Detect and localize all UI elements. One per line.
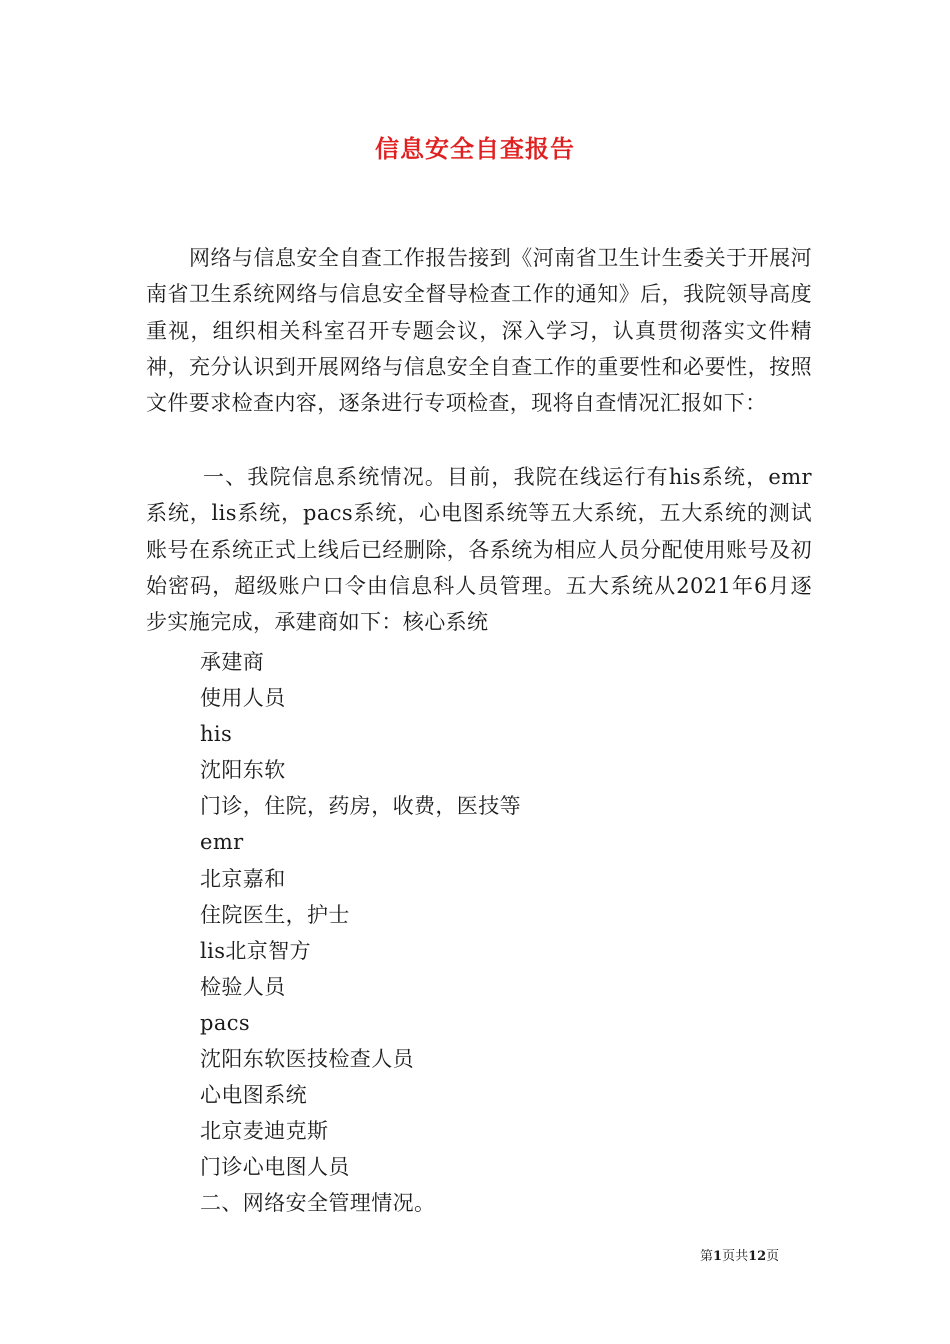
footer-total-pages: 12 — [748, 1249, 767, 1264]
list-item: emr — [200, 830, 244, 855]
footer-current-page: 1 — [713, 1249, 723, 1264]
footer-middle: 页共 — [722, 1249, 749, 1264]
list-item: 门诊心电图人员 — [200, 1155, 350, 1180]
document-title: 信息安全自查报告 — [375, 134, 575, 163]
list-item: 使用人员 — [200, 686, 286, 711]
list-item: lis北京智方 — [200, 938, 312, 963]
body-paragraph-1: 网络与信息安全自查工作报告接到《河南省卫生计生委关于开展河南省卫生系统网络与信息安全督导检查工作的通知》后，我院领导高度重视，组织相关科室召开专题会议，深入学习，认真贯彻落实文件精神，充分认识到开展网络与信息安全自查工作的重要性和必要性，按照文件要求检查内容，逐条进行专项检查，现将自查情况汇报如下： — [146, 246, 812, 416]
list-item: 二、网络安全管理情况。 — [200, 1191, 436, 1216]
body-paragraph-2: 一、我院信息系统情况。目前，我院在线运行有his系统，emr系统，lis系统，pacs系统，心电图系统等五大系统，五大系统的测试账号在系统正式上线后已经删除，各系统为相应人员分配使用账号及初始密码，超级账户口令由信息科人员管理。五大系统从2021年6月逐步实施完成，承建商如下：核心系统 — [146, 465, 812, 635]
list-item: 北京嘉和 — [200, 866, 286, 891]
list-item: his — [200, 722, 233, 747]
list-item: 承建商 — [200, 650, 265, 674]
list-item: 心电图系统 — [200, 1083, 307, 1108]
page-number-footer — [700, 1245, 779, 1264]
list-item: 检验人员 — [200, 974, 286, 999]
list-item: 门诊，住院，药房，收费，医技等 — [200, 794, 521, 819]
system-list — [200, 644, 521, 1222]
footer-suffix: 页 — [766, 1249, 780, 1264]
list-item: 沈阳东软医技检查人员 — [200, 1047, 414, 1072]
list-item: 沈阳东软 — [200, 758, 286, 783]
list-item: 北京麦迪克斯 — [200, 1119, 329, 1144]
list-item: pacs — [200, 1010, 251, 1035]
list-item: 住院医生，护士 — [200, 902, 350, 927]
footer-prefix: 第 — [700, 1249, 714, 1264]
